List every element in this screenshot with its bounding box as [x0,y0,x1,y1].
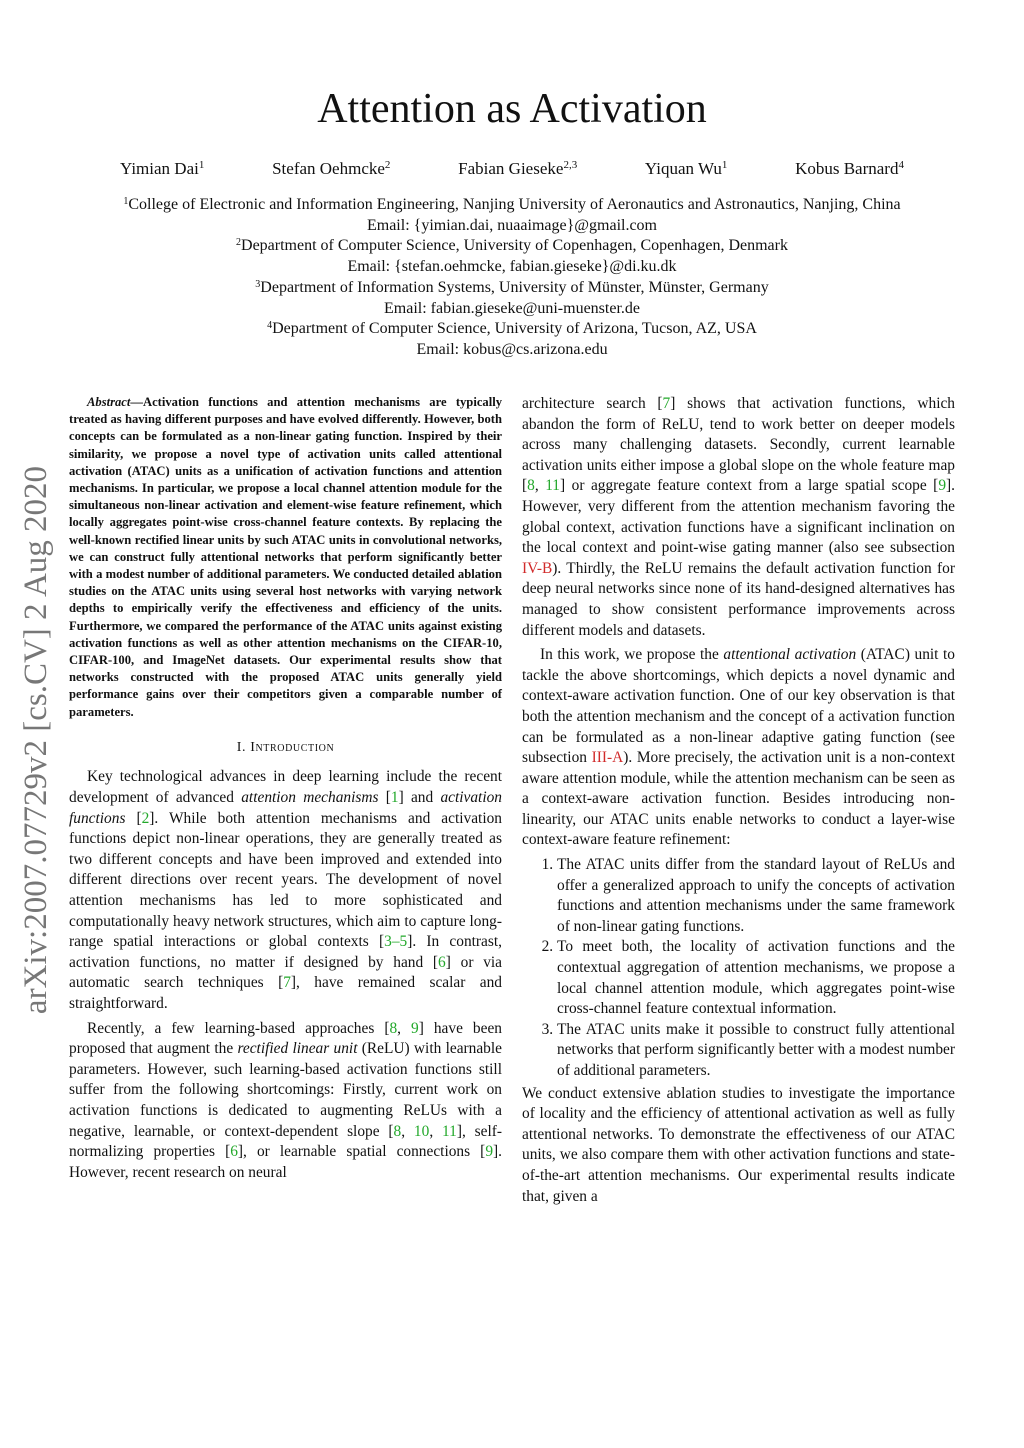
affiliation: $^1$College of Electronic and Information Engineering, Nanjing University of Aeronautics and Astronautics, Nanjing, China [123,196,901,213]
citation-link[interactable]: 7 [662,395,671,412]
paragraph: In this work, we propose the attentional activation (ATAC) unit to tackle the above shortcomings, which depicts a novel dynamic and context-aware activation function. One of our key observation is that both the attention mechanism and the concept of a activation function can be formulated as a non-linear adaptive gating function (see subsection III-A). More precisely, the activation unit is a non-context aware attention module, while the attention mechanism can be seen as a context-aware activation function. Besides introducing non-linearity, our ATAC units enable networks to conduct a layer-wise context-aware feature refinement: [522,646,955,849]
author: Yiquan Wu$^1$ [644,159,728,178]
left-column [69,394,502,1187]
citation-link[interactable]: 10 [413,1122,430,1140]
affiliation: $^3$Department of Information Systems, University of Münster, Münster, Germany [255,278,769,296]
citation-link[interactable]: 8 [389,1019,398,1037]
paper-title: Attention as Activation [317,86,707,132]
citation-link[interactable]: 8 [527,477,535,495]
paragraph: We conduct extensive ablation studies to investigate the importance of locality and the efficiency of attentional activation as well as fully attentional networks. To demonstrate the effectiveness of our ATAC units, we also compare them with other activation functions and state-of-the-art attention mechanisms. Our experimental results indicate that, given a [522,1084,955,1205]
section-reference-link[interactable]: III-A [591,749,624,767]
citation-link[interactable]: 7 [283,974,291,992]
citation-link[interactable]: 3 [384,933,392,951]
list-item: 3. The ATAC units make it possible to construct fully attentional networks that perform significantly better with a modest number of additional parameters. [557,1020,955,1082]
citation-link[interactable]: 1 [390,789,399,807]
paragraph: Recently, a few learning-based approaches [8, 9] have been proposed that augment the rectified linear unit (ReLU) with learnable parameters. However, such learning-based activation functions still suffer from the following shortcomings: Firstly, current work on activation functions is dedicated to augmenting ReLUs with a negative, learnable, or context-dependent slope [8, 10, 11], self-normalizing properties [6], or learnable spatial connections [9]. However, recent research on neural [69,1019,502,1181]
contribution-list [522,855,955,1082]
citation-link[interactable]: 2 [141,809,150,827]
section-heading: I. Introduction [236,739,335,755]
paragraph: Key technological advances in deep learning include the recent development of advanced attention mechanisms [1] and activation functions [2]. While both attention mechanisms and activation functions depict non-linear operations, they are generally treated as two different concepts and have been improved and extended into different directions over recent years. The development of novel attention mechanisms has led to more sophisticated and computationally heavy network structures, which aim to capture long-range spatial interactions or global contexts [3–5]. In contrast, activation functions, no matter if designed by hand [6] or via automatic search techniques [7], have remained scalar and straightforward. [69,768,503,1012]
affiliation: $^4$Department of Computer Science, University of Arizona, Tucson, AZ, USA [267,320,757,338]
citation-link[interactable]: 9 [938,477,947,495]
affiliation: $^2$Department of Computer Science, University of Copenhagen, Copenhagen, Denmark [236,237,788,255]
author: Fabian Gieseke$^{2,3}$ [458,159,578,178]
affiliation-email: Email: {yimian.dai, nuaaimage}@gmail.com [366,216,657,234]
list-item: 2. To meet both, the locality of activation functions and the contextual aggregation of attention mechanisms, we propose a local channel attention module, which aggregates point-wise cross-channel feature contextual information. [557,937,955,1019]
author: Stefan Oehmcke$^2$ [272,159,391,178]
paragraph: architecture search [7] shows that activation functions, which abandon the form of ReLU, tend to work better on deeper models across many challenging datasets. Secondly, current learnable activation units either impose a global slope on the whole feature map [8, 11] or aggregate feature context from a large spatial scope [9]. However, very different from the attention mechanism favoring the global context, activation functions have a significant inclination on the local context and point-wise gating manner (also see subsection IV-B). Thirdly, the ReLU remains the default activation function for deep neural networks since none of its hand-designed alternatives has managed to show consistent performance improvements across different models and datasets. [522,395,956,639]
citation-link[interactable]: 6 [438,953,446,971]
citation-link[interactable]: 9 [485,1143,494,1161]
affiliations [40,195,984,361]
author-list [120,158,904,180]
affiliation-email: Email: fabian.gieseke@uni-muenster.de [384,299,640,317]
citation-link[interactable]: 5 [399,933,408,951]
citation-link[interactable]: 6 [230,1143,238,1161]
abstract: Abstract—Activation functions and attention mechanisms are typically treated as having different purposes and have evolved differently. However, both concepts can be formulated as a non-linear gating function. Inspired by their similarity, we propose a novel type of activation units called attentional activation (ATAC) units as a unification of activation functions and attention mechanisms. In particular, we propose a local channel attention module for the simultaneous non-linear activation and element-wise feature refinement, which locally aggregates point-wise cross-channel feature contexts. By replacing the well-known rectified linear units by such ATAC units in convolutional networks, we can construct fully attentional networks that perform significantly better with a modest number of additional parameters. We conducted detailed ablation studies on the ATAC units using several host networks with varying network depths to empirically verify the effectiveness and efficiency of the units. Furthermore, we compared the performance of the ATAC units against existing activation functions as well as other attention mechanisms on the CIFAR-10, CIFAR-100, and ImageNet datasets. Our experimental results show that networks constructed with the proposed ATAC units generally yield performance gains over their competitors given a comparable number of parameters. [69,395,502,719]
section-reference-link[interactable]: IV-B [522,559,553,577]
right-column [522,394,955,1211]
affiliation-email: Email: {stefan.oehmcke, fabian.gieseke}@di.ku.dk [347,258,677,276]
citation-link[interactable]: 11 [442,1122,457,1140]
arxiv-identifier: arXiv:2007.07729v2 [cs.CV] 2 Aug 2020 [18,465,54,1015]
citation-link[interactable]: 8 [393,1122,402,1140]
citation-link[interactable]: 11 [545,477,561,495]
affiliation-email: Email: kobus@cs.arizona.edu [416,340,608,358]
citation-link[interactable]: 9 [411,1019,419,1037]
author: Yimian Dai$^1$ [120,159,205,178]
author: Kobus Barnard$^4$ [795,159,904,178]
list-item: 1. The ATAC units differ from the standard layout of ReLUs and offer a generalized approach to unify the concepts of activation functions and attention mechanisms under the same framework of non-linear gating functions. [557,855,955,937]
